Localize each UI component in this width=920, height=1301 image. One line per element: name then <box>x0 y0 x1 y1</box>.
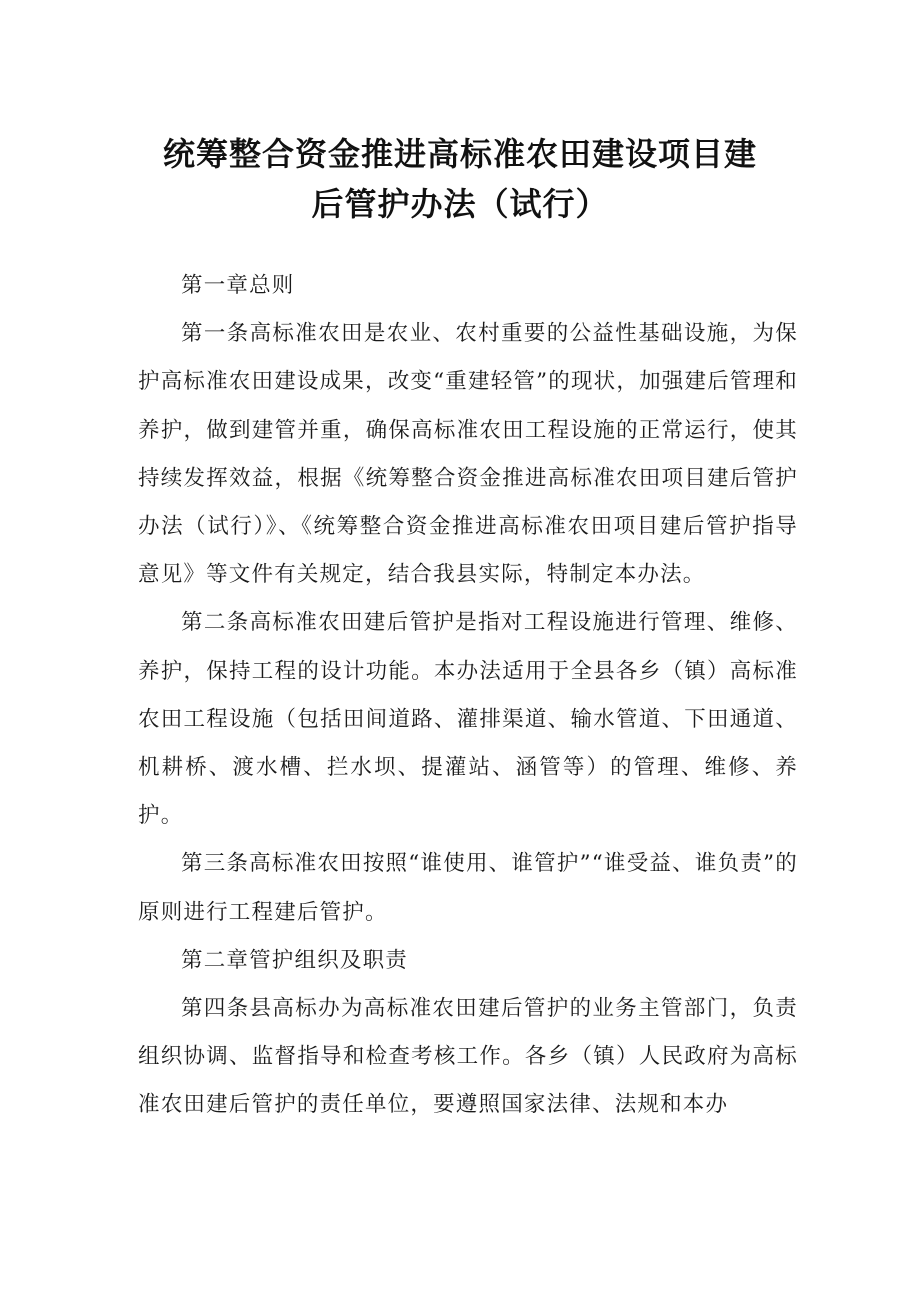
article-paragraph: 第二条高标准农田建后管护是指对工程设施进行管理、维修、养护，保持工程的设计功能。本办法适用于全县各乡（镇）高标准农田工程设施（包括田间道路、灌排渠道、输水管道、下田通道、机耕桥、渡水槽、拦水坝、提灌站、涵管等）的管理、维修、养护。 <box>138 610 798 829</box>
article-paragraph: 第三条高标准农田按照“谁使用、谁管护”“谁受益、谁负责”的原则进行工程建后管护。 <box>138 851 798 925</box>
document-body <box>138 262 798 1130</box>
document-title-line-1: 统筹整合资金推进高标准农田建设项目建 <box>162 135 757 173</box>
article-paragraph: 第四条县高标办为高标准农田建后管护的业务主管部门，负责组织协调、监督指导和检查考核工作。各乡（镇）人民政府为高标准农田建后管护的责任单位，要遵照国家法律、法规和本办 <box>138 996 798 1118</box>
document-title-line-2: 后管护办法（试行） <box>311 185 609 223</box>
chapter-heading: 第一章总则 <box>181 273 295 298</box>
article-paragraph: 第一条高标准农田是农业、农村重要的公益性基础设施，为保护高标准农田建设成果，改变“重建轻管”的现状，加强建后管理和养护，做到建管并重，确保高标准农田工程设施的正常运行，使其持续发挥效益，根据《统筹整合资金推进高标准农田项目建后管护办法（试行）》、《统筹整合资金推进高标准农田项目建后管护指导意见》等文件有关规定，结合我县实际，特制定本办法。 <box>138 321 798 588</box>
chapter-heading: 第二章管护组织及职责 <box>181 947 409 973</box>
